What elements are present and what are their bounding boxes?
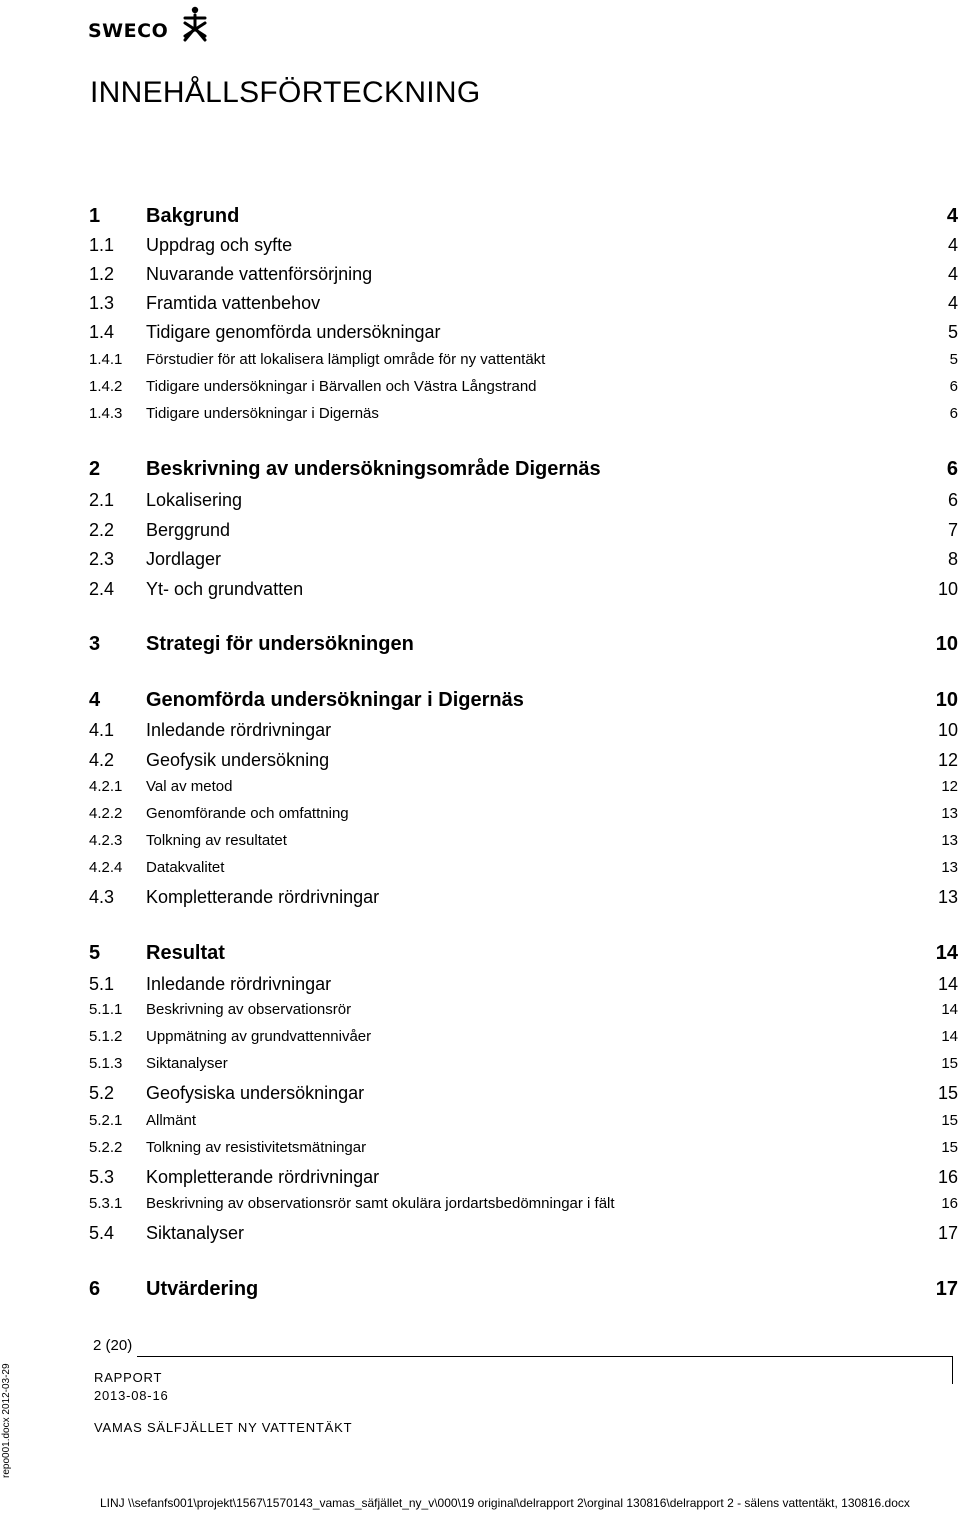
toc-entry-title: Tidigare undersökningar i Bärvallen och Västra Långstrand [146,378,537,395]
toc-entry[interactable] [89,579,958,603]
toc-entry-title: Beskrivning av observationsrör samt okulära jordartsbedömningar i fält [146,1195,615,1212]
doc-date: 2013-08-16 [94,1388,169,1403]
toc-entry-page: 15 [941,1055,958,1072]
toc-entry[interactable] [89,859,958,883]
toc-entry-number: 1.4.3 [89,405,123,422]
toc-entry-number: 2.1 [89,490,115,510]
toc-entry-number: 6 [89,1278,101,1300]
sweco-logo [88,6,218,42]
toc-entry-page: 10 [937,579,958,599]
toc-entry-title: Lokalisering [146,490,243,510]
toc-entry-title: Inledande rördrivningar [146,974,332,994]
toc-entry-page: 4 [947,235,958,255]
toc-entry-number: 5.2.2 [89,1139,123,1156]
toc-entry-title: Geofysik undersökning [146,750,330,770]
toc-entry-page: 14 [937,974,958,994]
toc-entry-number: 4.2.3 [89,832,123,849]
toc-entry[interactable] [89,1112,958,1136]
toc-entry-page: 15 [937,1083,958,1103]
toc-entry-title: Jordlager [146,549,222,569]
toc-entry[interactable] [89,1167,958,1191]
toc-entry[interactable] [89,490,958,514]
toc-entry-page: 10 [937,720,958,740]
toc-entry-title: Tolkning av resistivitetsmätningar [146,1139,367,1156]
toc-entry-page: 10 [935,689,958,711]
toc-entry[interactable] [89,264,958,288]
toc-entry[interactable] [89,1001,958,1025]
toc-entry-number: 1.4.1 [89,351,123,368]
toc-entry-number: 4.2.2 [89,805,123,822]
sweco-figure-icon [180,6,210,42]
toc-entry-page: 5 [947,322,958,342]
toc-entry[interactable] [89,832,958,856]
toc-entry-number: 5.1.1 [89,1001,123,1018]
toc-entry-title: Framtida vattenbehov [146,293,321,313]
toc-entry-page: 13 [937,887,958,907]
toc-entry-title: Nuvarande vattenförsörjning [146,264,373,284]
toc-entry-title: Yt- och grundvatten [146,579,304,599]
toc-entry-number: 4.2.4 [89,859,123,876]
toc-entry[interactable] [89,805,958,829]
toc-entry-number: 2.2 [89,520,115,540]
toc-entry[interactable] [89,322,958,346]
page-title: INNEHÅLLSFÖRTECKNING [90,76,481,109]
toc-entry-page: 13 [941,805,958,822]
toc-entry-page: 15 [941,1139,958,1156]
toc-entry-number: 4.1 [89,720,115,740]
toc-entry-title: Uppdrag och syfte [146,235,293,255]
toc-entry[interactable] [89,549,958,573]
toc-entry-number: 5.2 [89,1083,115,1103]
toc-entry-number: 5.1 [89,974,115,994]
toc-entry[interactable] [89,689,958,713]
toc-entry-page: 8 [947,549,958,569]
toc-entry-title: Kompletterande rördrivningar [146,887,380,907]
toc-entry-title: Datakvalitet [146,859,225,876]
toc-entry-number: 4.2.1 [89,778,123,795]
toc-entry-number: 4 [89,689,101,711]
toc-entry-page: 13 [941,832,958,849]
toc-entry-page: 10 [935,633,958,655]
logo-wordmark: SWECO [88,20,169,42]
toc-entry-page: 16 [941,1195,958,1212]
toc-entry-page: 6 [946,458,958,480]
toc-entry-number: 2 [89,458,101,480]
toc-entry[interactable] [89,351,958,375]
toc-entry-title: Förstudier för att lokalisera lämpligt område för ny vattentäkt [146,351,546,368]
toc-entry-number: 5.3.1 [89,1195,123,1212]
toc-entry[interactable] [89,778,958,802]
toc-entry-page: 17 [935,1278,958,1300]
toc-entry-number: 5.2.1 [89,1112,123,1129]
toc-entry[interactable] [89,1028,958,1052]
toc-entry-page: 14 [941,1028,958,1045]
toc-entry-page: 17 [937,1223,958,1243]
toc-entry-title: Tidigare genomförda undersökningar [146,322,441,342]
toc-entry-title: Kompletterande rördrivningar [146,1167,380,1187]
toc-entry-number: 2.4 [89,579,115,599]
toc-entry-page: 14 [935,942,958,964]
toc-entry[interactable] [89,293,958,317]
toc-entry-number: 1.1 [89,235,115,255]
toc-entry-number: 5.4 [89,1223,115,1243]
toc-entry-title: Beskrivning av undersökningsområde Digernäs [146,458,601,480]
toc-entry[interactable] [89,205,958,229]
toc-entry-title: Genomförande och omfattning [146,805,349,822]
toc-entry-page: 12 [941,778,958,795]
toc-entry-title: Allmänt [146,1112,197,1129]
toc-entry-title: Utvärdering [146,1278,259,1300]
toc-entry-number: 3 [89,633,101,655]
toc-entry-page: 14 [941,1001,958,1018]
toc-entry-number: 5 [89,942,101,964]
project-name: VAMAS SÄLFJÄLLET NY VATTENTÄKT [94,1420,353,1435]
toc-entry[interactable] [89,633,958,657]
toc-entry-number: 4.2 [89,750,115,770]
toc-entry-title: Geofysiska undersökningar [146,1083,365,1103]
toc-entry-number: 1.4.2 [89,378,123,395]
toc-entry-number: 1.4 [89,322,115,342]
toc-entry-page: 6 [949,405,958,422]
toc-entry-number: 2.3 [89,549,115,569]
page-number: 2 (20) [93,1337,133,1354]
toc-entry[interactable] [89,720,958,744]
toc-entry-number: 1.3 [89,293,115,313]
toc-entry[interactable] [89,1139,958,1163]
toc-entry-page: 13 [941,859,958,876]
toc-entry[interactable] [89,520,958,544]
toc-entry[interactable] [89,458,958,482]
doc-type: RAPPORT [94,1370,163,1385]
toc-entry[interactable] [89,1083,958,1107]
toc-entry-title: Strategi för undersökningen [146,633,414,655]
toc-entry-title: Resultat [146,942,225,964]
toc-entry-title: Uppmätning av grundvattennivåer [146,1028,372,1045]
toc-entry[interactable] [89,1278,958,1302]
toc-entry-title: Inledande rördrivningar [146,720,332,740]
toc-entry-title: Berggrund [146,520,231,540]
toc-entry-title: Tidigare undersökningar i Digernäs [146,405,379,422]
toc-entry-title: Genomförda undersökningar i Digernäs [146,689,524,711]
toc-entry-number: 1.2 [89,264,115,284]
toc-entry-page: 15 [941,1112,958,1129]
toc-entry-page: 5 [949,351,958,368]
toc-entry-number: 4.3 [89,887,115,907]
toc-entry[interactable] [89,1223,958,1247]
toc-entry[interactable] [89,405,958,429]
toc-entry[interactable] [89,378,958,402]
toc-entry[interactable] [89,942,958,966]
toc-entry[interactable] [89,1195,958,1219]
toc-entry-page: 12 [937,750,958,770]
toc-entry[interactable] [89,235,958,259]
toc-entry-page: 4 [947,264,958,284]
toc-entry-page: 6 [949,378,958,395]
toc-entry-page: 6 [947,490,958,510]
toc-entry-number: 5.1.2 [89,1028,123,1045]
toc-entry-page: 4 [946,205,958,227]
file-path: LINJ \\sefanfs001\projekt\1567\1570143_vamas_säfjället_ny_v\000\19 original\delrapport 2\orginal 130816\delrapport 2 - sälens vattentäkt, 130816.docx [100,1496,910,1510]
toc-entry[interactable] [89,750,958,774]
toc-entry-number: 1 [89,205,101,227]
toc-entry-number: 5.1.3 [89,1055,123,1072]
toc-entry-title: Val av metod [146,778,233,795]
toc-entry-page: 4 [947,293,958,313]
toc-entry[interactable] [89,1055,958,1079]
header-rule [137,1356,953,1357]
toc-entry-title: Siktanalyser [146,1223,245,1243]
toc-entry-title: Bakgrund [146,205,240,227]
toc-entry-page: 7 [947,520,958,540]
toc-entry-page: 16 [937,1167,958,1187]
toc-entry[interactable] [89,974,958,998]
toc-entry-title: Tolkning av resultatet [146,832,287,849]
header-rule-vertical [952,1356,953,1384]
toc-entry-title: Siktanalyser [146,1055,228,1072]
toc-entry-title: Beskrivning av observationsrör [146,1001,352,1018]
template-id: repo001.docx 2012-03-29 [1,1363,12,1478]
toc-entry[interactable] [89,887,958,911]
toc-entry-number: 5.3 [89,1167,115,1187]
